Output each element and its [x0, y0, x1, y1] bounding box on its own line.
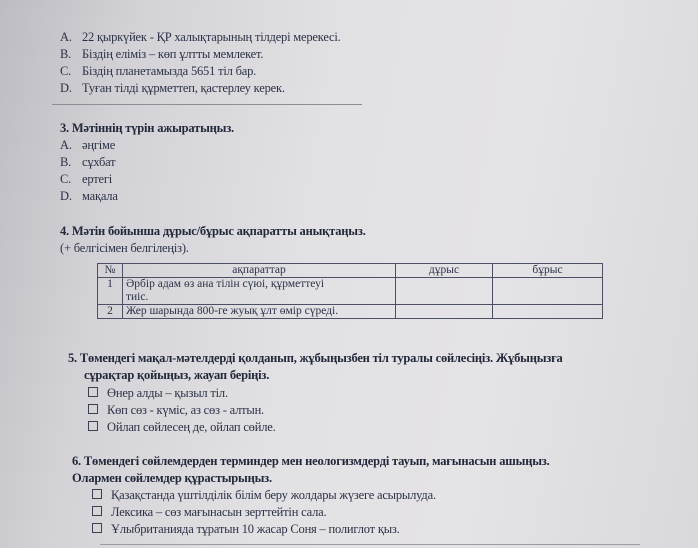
q3-option-a: A. әңгіме [60, 138, 116, 152]
q3-title: 3. Мәтіннің түрін ажыратыңыз. [60, 121, 234, 135]
checkbox-icon[interactable] [92, 489, 102, 499]
q2-option-b: B. Біздің еліміз – көп ұлтты мемлекет. [60, 47, 264, 61]
q3-option-b: B. сұхбат [60, 155, 116, 169]
row-statement [123, 278, 396, 305]
row-statement: Жер шарында 800-ге жуық ұлт өмір сүреді. [123, 305, 396, 319]
q2-option-d: D. Туған тілді құрметтеп, қастерлеу керек. [60, 81, 285, 95]
row-number: 1 [98, 278, 123, 305]
info-table [97, 263, 603, 319]
q2-option-a: A. 22 қыркүйек - ҚР халықтарының тілдері мерекесі. [60, 30, 341, 44]
table-row [98, 305, 603, 319]
header-correct: дұрыс [396, 264, 493, 278]
correct-cell[interactable] [396, 305, 493, 319]
q5-item: Өнер алды – қызыл тіл. [88, 386, 228, 401]
statement-line: тиіс. [126, 291, 149, 303]
wrong-cell[interactable] [493, 278, 603, 305]
checkbox-icon[interactable] [92, 506, 102, 516]
header-wrong: бұрыс [493, 264, 603, 278]
q5-title-line2: сұрақтар қойыңыз, жауап беріңіз. [84, 368, 270, 382]
q3-option-c: C. ертегі [60, 172, 113, 186]
q2-option-c: C. Біздің планетамызда 5651 тіл бар. [60, 64, 257, 78]
checkbox-icon[interactable] [88, 404, 98, 414]
statement-line: Әрбір адам өз ана тілін сүюі, құрметтеуі [126, 278, 325, 290]
checkbox-icon[interactable] [88, 421, 98, 431]
q6-title-line2: Олармен сөйлемдер құрастырыңыз. [72, 471, 272, 485]
q6-item: Ұлыбританияда тұратын 10 жасар Соня – полиглот қыз. [92, 522, 400, 537]
row-number: 2 [98, 305, 123, 319]
q3-option-d: D. мақала [60, 189, 118, 203]
header-number: № [98, 264, 123, 278]
q5-title-line1: 5. Төмендегі мақал-мәтелдерді қолданып, жұбыңызбен тіл туралы сөйлесіңіз. Жұбыңызға [68, 351, 563, 365]
q6-item: Лексика – сөз мағынасын зерттейтін сала. [92, 505, 326, 520]
bottom-rule [100, 544, 640, 545]
section-divider [52, 104, 362, 105]
q6-item: Қазақстанда үштілділік білім беру жолдары жүзеге асырылуда. [92, 488, 436, 503]
table-row [98, 278, 603, 305]
q6-title-line1: 6. Төмендегі сөйлемдерден терминдер мен неологизмдерді тауып, мағынасын ашыңыз. [72, 454, 550, 468]
q4-title: 4. Мәтін бойынша дұрыс/бұрыс ақпаратты анықтаңыз. [60, 224, 366, 238]
table-header-row [98, 264, 603, 278]
checkbox-icon[interactable] [88, 387, 98, 397]
q5-item: Ойлап сөйлесең де, ойлап сөйле. [88, 420, 276, 435]
correct-cell[interactable] [396, 278, 493, 305]
wrong-cell[interactable] [493, 305, 603, 319]
header-info: ақпараттар [123, 264, 396, 278]
checkbox-icon[interactable] [92, 523, 102, 533]
q4-subtitle: (+ белгісімен белгілеңіз). [60, 241, 189, 255]
q5-item: Көп сөз - күміс, аз сөз - алтын. [88, 403, 264, 418]
